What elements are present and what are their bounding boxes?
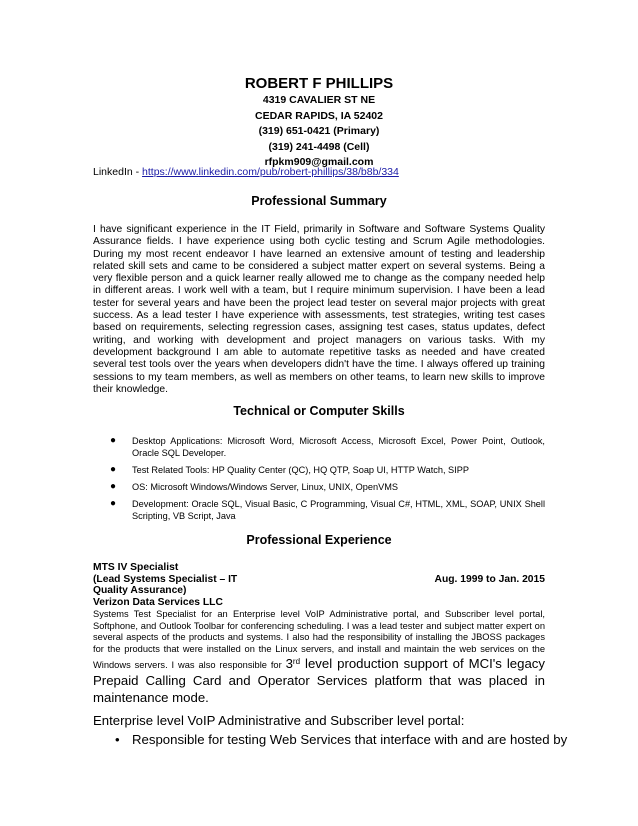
bullet-icon: ● bbox=[110, 464, 117, 476]
job-description-part-2: level production support of MCI's legacy Prepaid Calling Card and Operator Services platform that was placed in maintenance mode. bbox=[93, 656, 545, 705]
bullet-icon: • bbox=[115, 732, 120, 747]
job-subtitle-row bbox=[93, 574, 545, 586]
candidate-name: ROBERT F PHILLIPS bbox=[244, 75, 394, 92]
skill-text: OS: Microsoft Windows/Windows Server, Linux, UNIX, OpenVMS bbox=[132, 482, 399, 492]
company-name: Verizon Data Services LLC bbox=[93, 596, 223, 608]
project-subheading: Enterprise level VoIP Administrative and Subscriber level portal: bbox=[93, 713, 465, 728]
job-subtitle: (Lead Systems Specialist – IT bbox=[93, 573, 238, 585]
summary-heading: Professional Summary bbox=[251, 194, 387, 208]
skills-heading: Technical or Computer Skills bbox=[233, 404, 405, 418]
skill-item bbox=[93, 498, 545, 523]
skill-text: Test Related Tools: HP Quality Center (QC), HQ QTP, Soap UI, HTTP Watch, SIPP bbox=[132, 465, 469, 476]
skill-text: Development: Oracle SQL, Visual Basic, C Programming, Visual C#, HTML, XML, SOAP, UNIX Shell Scripting, VB Script, Java bbox=[132, 498, 545, 522]
email: rfpkm909@gmail.com bbox=[264, 156, 374, 168]
support-level-number: 3 bbox=[285, 656, 293, 671]
skill-item bbox=[93, 481, 545, 493]
job-description-part-1: Systems Test Specialist for an Enterprise level VoIP Administrative portal, and Subscriber level portal, Softphone, and Outlook Toolbar for conferencing scheduling. I was a lead tester and subject matter expert on several aspects of the products and systems. I also had the responsibility of installing the JBOSS packages for the products that were installed on the Linux servers, and install and maintain the web services on the Windows servers. I was also responsible for bbox=[93, 609, 545, 670]
contact-header bbox=[0, 75, 638, 171]
job-header bbox=[93, 562, 545, 608]
skill-text: Desktop Applications: Microsoft Word, Microsoft Access, Microsoft Excel, Power Point, Outlook, Oracle SQL Developer. bbox=[132, 436, 545, 459]
linkedin-link[interactable]: https://www.linkedin.com/pub/robert-phillips/38/b8b/334 bbox=[142, 166, 399, 178]
bullet-icon: ● bbox=[110, 497, 117, 509]
responsibility-text: Responsible for testing Web Services that interface with and are hosted by bbox=[132, 732, 568, 747]
linkedin-label: LinkedIn - bbox=[93, 166, 143, 178]
address-line-2: CEDAR RAPIDS, IA 52402 bbox=[255, 109, 383, 122]
skill-item bbox=[93, 435, 545, 460]
address-line-1: 4319 CAVALIER ST NE bbox=[262, 94, 376, 106]
job-title: MTS IV Specialist bbox=[93, 562, 179, 573]
skill-item bbox=[93, 464, 545, 476]
bullet-icon: ● bbox=[110, 435, 117, 446]
job-dates: Aug. 1999 to Jan. 2015 bbox=[434, 573, 545, 585]
bullet-icon: ● bbox=[110, 481, 117, 492]
job-subtitle-2: Quality Assurance) bbox=[93, 585, 187, 596]
job-description bbox=[93, 609, 545, 706]
phone-primary: (319) 651-0421 (Primary) bbox=[258, 125, 380, 137]
experience-heading: Professional Experience bbox=[246, 533, 392, 547]
phone-cell: (319) 241-4498 (Cell) bbox=[268, 140, 370, 153]
support-level-ordinal: rd bbox=[292, 656, 301, 666]
summary-paragraph: I have significant experience in the IT Field, primarily in Software and Software Systems Quality Assurance fields. I have experience using both cyclic testing and Scrum Agile methodologies. During my most recent endeavor I have learned an extensive amount of testing and leadership related skill sets and came to be considered a subject matter expert on several systems. Being a very flexible person and a quick learner really allowed me to change as the company needed help in different areas. I work well with a team, but I require minimum supervision. I have been a lead tester for several years and have been the project lead tester on several major projects with great success. As a lead tester I have experience with assessments, test strategies, writing test cases based on requirements, selecting regression cases, assigning test cases, status updates, defect writing, and working with development and project managers on various tasks. With my development background I am able to automate repetitive tasks as needed and have created several test tools over the years when developers didn't have the time. I always offered up training sessions to my team members, as well as members on other teams, to learn new skills to improve their knowledge. bbox=[93, 224, 545, 395]
skills-list bbox=[93, 435, 545, 527]
linkedin-line bbox=[93, 165, 399, 179]
